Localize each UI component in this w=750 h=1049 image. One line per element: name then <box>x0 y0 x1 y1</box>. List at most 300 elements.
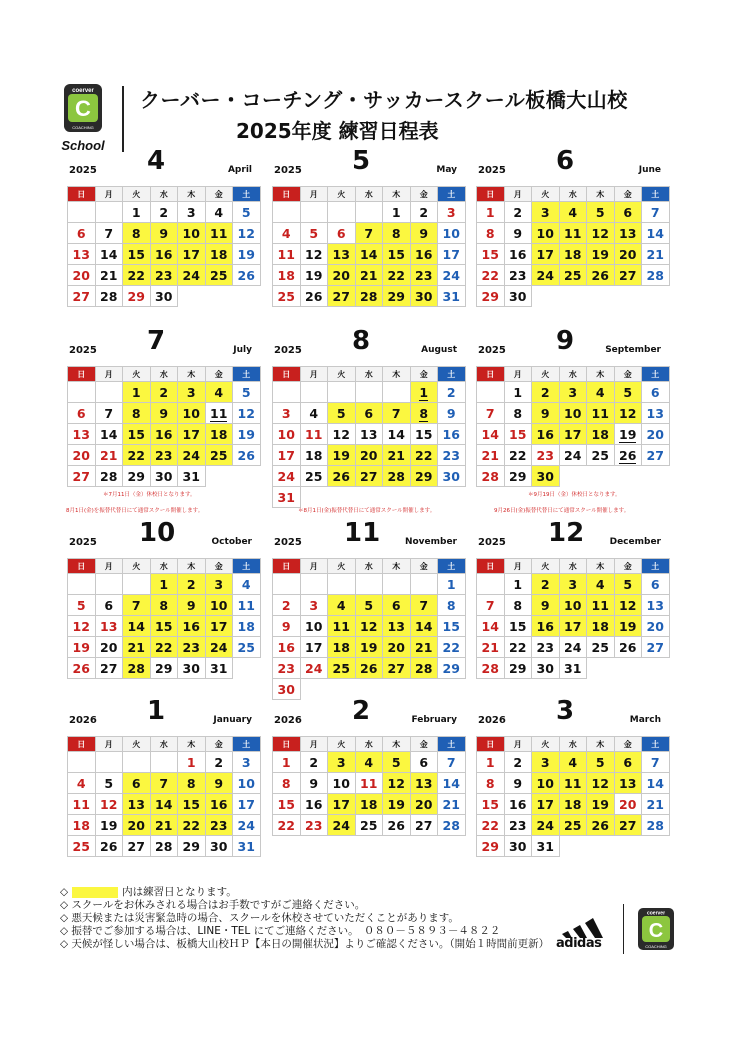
day-cell: 31 <box>532 836 560 857</box>
week-row <box>477 202 670 223</box>
day-cell: 27 <box>95 658 123 679</box>
day-cell: 8 <box>410 403 438 424</box>
day-cell: 2 <box>178 574 206 595</box>
day-cell: 9 <box>438 403 466 424</box>
day-cell: 16 <box>150 244 178 265</box>
day-cell: 21 <box>95 445 123 466</box>
day-cell: 12 <box>233 403 261 424</box>
day-cell: 15 <box>504 616 532 637</box>
day-cell: 27 <box>355 466 383 487</box>
day-cell: 21 <box>95 265 123 286</box>
day-cell: 30 <box>273 679 301 700</box>
week-row <box>477 244 670 265</box>
week-row <box>477 836 670 857</box>
month-year: 2025 <box>69 165 97 176</box>
empty-day-cell <box>68 202 96 223</box>
day-cell: 16 <box>273 637 301 658</box>
month-table <box>67 736 261 857</box>
day-cell: 30 <box>438 466 466 487</box>
day-cell: 26 <box>614 637 642 658</box>
weekday-header: 木 <box>178 559 206 574</box>
weekday-header: 月 <box>95 737 123 752</box>
day-cell: 2 <box>504 202 532 223</box>
svg-text:coerver: coerver <box>72 88 94 94</box>
month-header <box>272 696 457 736</box>
day-cell: 29 <box>477 836 505 857</box>
empty-day-cell <box>328 382 356 403</box>
day-cell: 29 <box>504 466 532 487</box>
day-cell: 6 <box>123 773 151 794</box>
day-cell: 8 <box>123 223 151 244</box>
day-cell: 7 <box>95 403 123 424</box>
month-year: 2025 <box>69 537 97 548</box>
week-row <box>273 752 466 773</box>
day-cell: 24 <box>559 445 587 466</box>
weekday-header: 水 <box>559 187 587 202</box>
day-cell: 17 <box>300 637 328 658</box>
day-cell: 28 <box>95 286 123 307</box>
empty-day-cell <box>95 382 123 403</box>
day-cell: 13 <box>614 223 642 244</box>
day-cell: 2 <box>150 202 178 223</box>
note-september-1: ＊9月19日（金）休校日となります。 <box>528 492 621 498</box>
week-row <box>273 202 466 223</box>
week-row <box>68 836 261 857</box>
day-cell: 7 <box>642 202 670 223</box>
month-year: 2025 <box>478 165 506 176</box>
day-cell: 26 <box>587 265 615 286</box>
week-row <box>68 815 261 836</box>
day-cell: 24 <box>328 815 356 836</box>
day-cell: 15 <box>123 424 151 445</box>
day-cell: 4 <box>559 202 587 223</box>
day-cell: 27 <box>328 286 356 307</box>
day-cell: 22 <box>273 815 301 836</box>
coerver-coaching-logo <box>638 908 674 950</box>
month-number: 1 <box>147 696 166 726</box>
day-cell: 16 <box>532 616 560 637</box>
day-cell: 19 <box>233 424 261 445</box>
day-cell: 25 <box>205 445 233 466</box>
weekday-header: 土 <box>438 737 466 752</box>
month-year: 2026 <box>274 715 302 726</box>
day-cell: 8 <box>273 773 301 794</box>
day-cell: 1 <box>438 574 466 595</box>
day-cell: 1 <box>477 202 505 223</box>
day-cell: 6 <box>68 223 96 244</box>
weekday-header: 土 <box>438 559 466 574</box>
day-cell: 23 <box>532 637 560 658</box>
day-cell: 5 <box>233 382 261 403</box>
month-year: 2025 <box>478 537 506 548</box>
weekday-header: 月 <box>300 559 328 574</box>
empty-day-cell <box>123 752 151 773</box>
weekday-header: 日 <box>477 737 505 752</box>
day-cell: 9 <box>410 223 438 244</box>
day-cell: 16 <box>300 794 328 815</box>
note-july-2: 8月1日(金)を振替代替日にて通常スクール開催します。 <box>66 508 204 514</box>
weekday-header: 火 <box>328 559 356 574</box>
day-cell: 12 <box>68 616 96 637</box>
day-cell: 30 <box>532 658 560 679</box>
day-cell: 10 <box>559 403 587 424</box>
day-cell: 19 <box>587 244 615 265</box>
week-row <box>477 815 670 836</box>
empty-day-cell <box>95 574 123 595</box>
day-cell: 16 <box>438 424 466 445</box>
footer-line-4: ◇ 振替でご参加する場合は、LINE・TEL にてご連絡ください。 ０８０－５８９３－４８２２ <box>60 925 501 937</box>
month-table <box>272 736 466 836</box>
month-name: October <box>211 537 252 547</box>
day-cell: 8 <box>178 773 206 794</box>
day-cell: 27 <box>614 815 642 836</box>
day-cell: 23 <box>504 265 532 286</box>
week-row <box>68 658 261 679</box>
weekday-header: 金 <box>410 737 438 752</box>
day-cell: 19 <box>300 265 328 286</box>
weekday-header: 月 <box>300 367 328 382</box>
day-cell: 16 <box>178 616 206 637</box>
month-year: 2026 <box>478 715 506 726</box>
day-cell: 27 <box>642 445 670 466</box>
day-cell: 12 <box>614 403 642 424</box>
day-cell: 7 <box>355 223 383 244</box>
day-cell: 1 <box>150 574 178 595</box>
day-cell: 29 <box>150 658 178 679</box>
weekday-header: 月 <box>300 187 328 202</box>
day-cell: 26 <box>355 658 383 679</box>
day-cell: 27 <box>68 466 96 487</box>
week-row <box>477 574 670 595</box>
day-cell: 4 <box>328 595 356 616</box>
week-row <box>68 223 261 244</box>
day-cell: 28 <box>642 815 670 836</box>
month-calendar <box>272 146 460 307</box>
day-cell: 5 <box>614 574 642 595</box>
day-cell: 18 <box>328 637 356 658</box>
day-cell: 18 <box>205 424 233 445</box>
day-cell: 24 <box>233 815 261 836</box>
day-cell: 4 <box>205 202 233 223</box>
empty-day-cell <box>410 574 438 595</box>
day-cell: 3 <box>438 202 466 223</box>
weekday-header: 木 <box>178 737 206 752</box>
day-cell: 13 <box>355 424 383 445</box>
month-table <box>476 366 670 487</box>
day-cell: 5 <box>95 773 123 794</box>
day-cell: 21 <box>123 637 151 658</box>
weekday-header: 水 <box>559 559 587 574</box>
day-cell: 6 <box>642 382 670 403</box>
day-cell: 17 <box>559 424 587 445</box>
day-cell: 24 <box>532 815 560 836</box>
day-cell: 29 <box>383 286 411 307</box>
day-cell: 30 <box>150 466 178 487</box>
day-cell: 22 <box>123 445 151 466</box>
day-cell: 18 <box>233 616 261 637</box>
day-cell: 10 <box>273 424 301 445</box>
week-row <box>477 752 670 773</box>
day-cell: 7 <box>383 403 411 424</box>
month-table <box>272 366 466 508</box>
day-cell: 7 <box>642 752 670 773</box>
week-row <box>68 382 261 403</box>
day-cell: 6 <box>614 202 642 223</box>
day-cell: 14 <box>642 223 670 244</box>
day-cell: 28 <box>477 466 505 487</box>
day-cell: 27 <box>614 265 642 286</box>
week-row <box>68 286 261 307</box>
weekday-header: 木 <box>383 367 411 382</box>
week-row <box>273 815 466 836</box>
day-cell: 14 <box>477 424 505 445</box>
day-cell: 3 <box>273 403 301 424</box>
day-cell: 5 <box>587 752 615 773</box>
week-row <box>477 403 670 424</box>
month-calendar <box>67 326 255 487</box>
day-cell: 17 <box>178 244 206 265</box>
month-header <box>476 146 661 186</box>
empty-day-cell <box>477 382 505 403</box>
day-cell: 13 <box>642 595 670 616</box>
month-year: 2025 <box>69 345 97 356</box>
week-row <box>68 202 261 223</box>
day-cell: 22 <box>178 815 206 836</box>
weekday-header: 日 <box>273 559 301 574</box>
day-cell: 10 <box>328 773 356 794</box>
week-row <box>68 466 261 487</box>
day-cell: 5 <box>614 382 642 403</box>
week-row <box>273 445 466 466</box>
day-cell: 5 <box>328 403 356 424</box>
weekday-header: 月 <box>95 559 123 574</box>
month-name: August <box>421 345 457 355</box>
weekday-header: 金 <box>205 187 233 202</box>
day-cell: 8 <box>123 403 151 424</box>
weekday-header: 日 <box>68 187 96 202</box>
weekday-header: 木 <box>383 187 411 202</box>
day-cell: 19 <box>328 445 356 466</box>
day-cell: 12 <box>587 773 615 794</box>
day-cell: 10 <box>438 223 466 244</box>
day-cell: 28 <box>642 265 670 286</box>
day-cell: 17 <box>273 445 301 466</box>
empty-day-cell <box>273 382 301 403</box>
day-cell: 23 <box>410 265 438 286</box>
month-name: January <box>213 715 252 725</box>
day-cell: 7 <box>477 403 505 424</box>
weekday-header: 火 <box>532 187 560 202</box>
day-cell: 30 <box>205 836 233 857</box>
day-cell: 28 <box>150 836 178 857</box>
month-name: November <box>404 537 457 547</box>
day-cell: 29 <box>123 286 151 307</box>
day-cell: 10 <box>178 223 206 244</box>
day-cell: 16 <box>150 424 178 445</box>
day-cell: 16 <box>504 794 532 815</box>
weekday-header: 日 <box>477 559 505 574</box>
month-table <box>67 186 261 307</box>
month-number: 2 <box>352 696 371 726</box>
month-number: 8 <box>352 326 371 356</box>
day-cell: 15 <box>410 424 438 445</box>
day-cell: 29 <box>504 658 532 679</box>
day-cell: 11 <box>233 595 261 616</box>
day-cell: 26 <box>383 815 411 836</box>
month-number: 5 <box>352 146 371 176</box>
day-cell: 22 <box>477 815 505 836</box>
month-calendar <box>67 518 255 679</box>
day-cell: 17 <box>438 244 466 265</box>
day-cell: 1 <box>504 574 532 595</box>
week-row <box>477 223 670 244</box>
empty-day-cell <box>300 574 328 595</box>
day-cell: 25 <box>587 637 615 658</box>
month-name: June <box>638 165 661 175</box>
svg-text:coerver: coerver <box>646 910 666 917</box>
footer-divider <box>623 904 624 954</box>
day-cell: 6 <box>95 595 123 616</box>
day-cell: 10 <box>178 403 206 424</box>
day-cell: 14 <box>383 424 411 445</box>
weekday-header: 土 <box>233 187 261 202</box>
day-cell: 21 <box>150 815 178 836</box>
day-cell: 4 <box>273 223 301 244</box>
day-cell: 26 <box>587 815 615 836</box>
day-cell: 14 <box>477 616 505 637</box>
footer-line-5: ◇ 天候が怪しい場合は、板橋大山校ＨＰ【本日の開催状況】よりご確認ください。（開始１時間前更新） <box>60 938 550 950</box>
day-cell: 19 <box>355 637 383 658</box>
weekday-header: 土 <box>233 559 261 574</box>
day-cell: 3 <box>559 382 587 403</box>
day-cell: 23 <box>300 815 328 836</box>
week-row <box>68 445 261 466</box>
day-cell: 18 <box>587 616 615 637</box>
month-calendar <box>272 518 460 700</box>
day-cell: 13 <box>328 244 356 265</box>
day-cell: 29 <box>438 658 466 679</box>
svg-text:C: C <box>648 920 664 942</box>
empty-day-cell <box>68 574 96 595</box>
day-cell: 25 <box>355 815 383 836</box>
day-cell: 26 <box>233 265 261 286</box>
day-cell: 2 <box>273 595 301 616</box>
day-cell: 19 <box>233 244 261 265</box>
day-cell: 28 <box>383 466 411 487</box>
weekday-header: 月 <box>95 367 123 382</box>
day-cell: 1 <box>273 752 301 773</box>
day-cell: 5 <box>587 202 615 223</box>
day-cell: 15 <box>150 616 178 637</box>
weekday-header: 火 <box>328 737 356 752</box>
week-row <box>273 265 466 286</box>
day-cell: 16 <box>532 424 560 445</box>
svg-text:COACHING: COACHING <box>72 125 94 130</box>
day-cell: 25 <box>273 286 301 307</box>
week-row <box>477 424 670 445</box>
day-cell: 9 <box>504 773 532 794</box>
weekday-header: 土 <box>642 737 670 752</box>
empty-day-cell <box>383 574 411 595</box>
day-cell: 15 <box>477 794 505 815</box>
weekday-header: 金 <box>205 559 233 574</box>
empty-day-cell <box>95 752 123 773</box>
week-row <box>68 424 261 445</box>
weekday-header: 月 <box>504 559 532 574</box>
day-cell: 23 <box>178 637 206 658</box>
day-cell: 22 <box>410 445 438 466</box>
weekday-header: 木 <box>178 187 206 202</box>
day-cell: 28 <box>123 658 151 679</box>
month-header <box>272 326 457 366</box>
week-row <box>273 616 466 637</box>
weekday-header: 水 <box>150 187 178 202</box>
week-row <box>68 265 261 286</box>
day-cell: 26 <box>233 445 261 466</box>
weekday-header: 日 <box>68 737 96 752</box>
day-cell: 18 <box>300 445 328 466</box>
day-cell: 2 <box>504 752 532 773</box>
week-row <box>273 244 466 265</box>
month-calendar <box>272 326 460 508</box>
day-cell: 14 <box>123 616 151 637</box>
week-row <box>68 574 261 595</box>
day-cell: 24 <box>532 265 560 286</box>
day-cell: 20 <box>95 637 123 658</box>
day-cell: 26 <box>328 466 356 487</box>
day-cell: 26 <box>300 286 328 307</box>
day-cell: 17 <box>178 424 206 445</box>
day-cell: 17 <box>559 616 587 637</box>
weekday-header: 火 <box>532 559 560 574</box>
day-cell: 21 <box>355 265 383 286</box>
day-cell: 1 <box>410 382 438 403</box>
day-cell: 3 <box>532 202 560 223</box>
weekday-header: 日 <box>273 187 301 202</box>
day-cell: 10 <box>532 773 560 794</box>
day-cell: 10 <box>300 616 328 637</box>
week-row <box>68 773 261 794</box>
weekday-header: 金 <box>205 737 233 752</box>
day-cell: 14 <box>410 616 438 637</box>
weekday-header: 火 <box>532 737 560 752</box>
empty-day-cell <box>273 202 301 223</box>
weekday-header: 日 <box>477 367 505 382</box>
day-cell: 8 <box>383 223 411 244</box>
month-year: 2025 <box>274 165 302 176</box>
weekday-header: 木 <box>587 559 615 574</box>
day-cell: 11 <box>328 616 356 637</box>
week-row <box>477 658 670 679</box>
weekday-header: 木 <box>383 559 411 574</box>
month-name: May <box>436 165 457 175</box>
footer-line-2: ◇ スクールをお休みされる場合はお手数ですがご連絡ください。 <box>60 899 366 911</box>
day-cell: 5 <box>383 752 411 773</box>
month-header <box>272 146 457 186</box>
day-cell: 22 <box>123 265 151 286</box>
month-header <box>476 518 661 558</box>
month-number: 4 <box>147 146 166 176</box>
day-cell: 21 <box>410 637 438 658</box>
day-cell: 31 <box>205 658 233 679</box>
footer-line-1: ◇ 内は練習日となります。 <box>60 886 237 898</box>
day-cell: 24 <box>559 637 587 658</box>
weekday-header: 日 <box>477 187 505 202</box>
day-cell: 22 <box>383 265 411 286</box>
day-cell: 11 <box>355 773 383 794</box>
day-cell: 23 <box>273 658 301 679</box>
day-cell: 19 <box>614 424 642 445</box>
